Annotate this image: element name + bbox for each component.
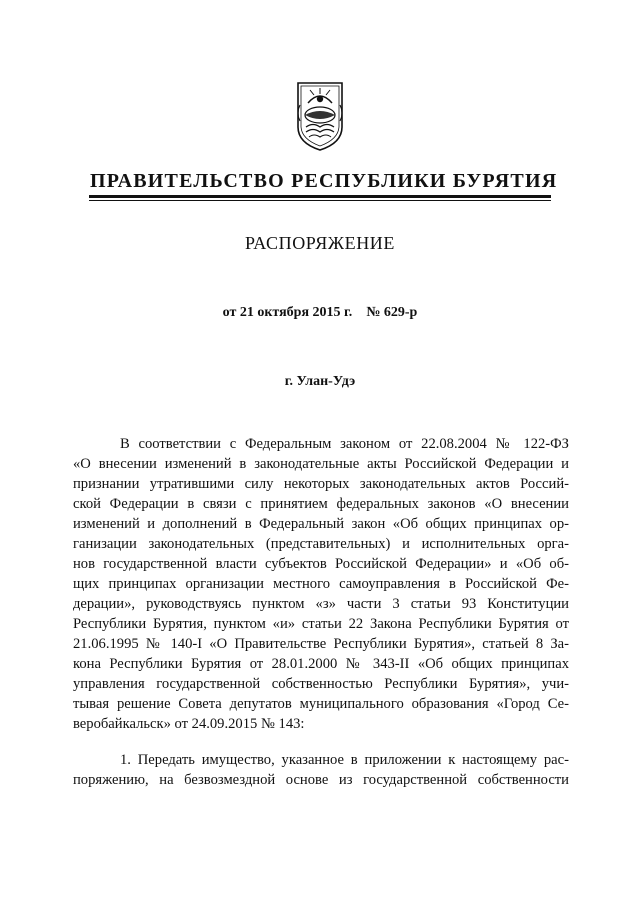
paragraph-item-1 bbox=[73, 750, 569, 790]
paragraph-preamble bbox=[73, 434, 569, 734]
document-number: № 629-р bbox=[366, 305, 418, 320]
text-line: Республики Бурятия, пунктом «и» статьи 22 Закона Республики Бурятия от bbox=[73, 616, 569, 632]
header-rule-thick bbox=[89, 195, 551, 198]
header-rule-thin bbox=[89, 200, 551, 201]
text-line: веробайкальск» от 24.09.2015 № 143: bbox=[73, 716, 305, 732]
date-number-line bbox=[90, 305, 550, 321]
document-type: РАСПОРЯЖЕНИЕ bbox=[244, 233, 395, 253]
coat-of-arms-emblem bbox=[292, 77, 348, 153]
text-line: ской Федерации в связи с принятием федеральных законов «О внесении bbox=[73, 496, 569, 512]
document-date: от 21 октября 2015 г. bbox=[222, 305, 353, 320]
text-line: ганизации законодательных (представительных) и исполнительных орга- bbox=[73, 536, 569, 552]
text-line: поряжению, на безвозмездной основе из государственной собственности bbox=[73, 772, 569, 788]
text-line: 1. Передать имущество, указанное в приложении к настоящему рас- bbox=[120, 752, 569, 768]
text-line: кона Республики Бурятия от 28.01.2000 № 343-II «Об общих принципах bbox=[73, 656, 569, 672]
organization-title: ПРАВИТЕЛЬСТВО РЕСПУБЛИКИ БУРЯТИЯ bbox=[90, 170, 558, 192]
text-line: щих принципах организации местного самоуправления в Российской Фе- bbox=[73, 576, 569, 592]
text-line: тывая решение Совета депутатов муниципального образования «Город Се- bbox=[73, 696, 569, 712]
text-line: нов государственной власти субъектов Российской Федерации» и «Об об- bbox=[73, 556, 569, 572]
text-line: дерации», руководствуясь пунктом «з» части 3 статьи 93 Конституции bbox=[73, 596, 569, 612]
text-line: 21.06.1995 № 140-I «О Правительстве Республики Бурятия», статьей 8 За- bbox=[73, 636, 569, 652]
text-line: управления государственной собственностью Республики Бурятия», учи- bbox=[73, 676, 569, 692]
text-line: признании утратившими силу некоторых законодательных актов Россий- bbox=[73, 476, 569, 492]
text-line: «О внесении изменений в законодательные акты Российской Федерации и bbox=[73, 456, 569, 472]
text-line: изменений и дополнений в Федеральный закон «Об общих принципах ор- bbox=[73, 516, 569, 532]
text-line: В соответствии с Федеральным законом от 22.08.2004 № 122-ФЗ bbox=[120, 436, 569, 452]
document-city: г. Улан-Удэ bbox=[284, 374, 356, 389]
